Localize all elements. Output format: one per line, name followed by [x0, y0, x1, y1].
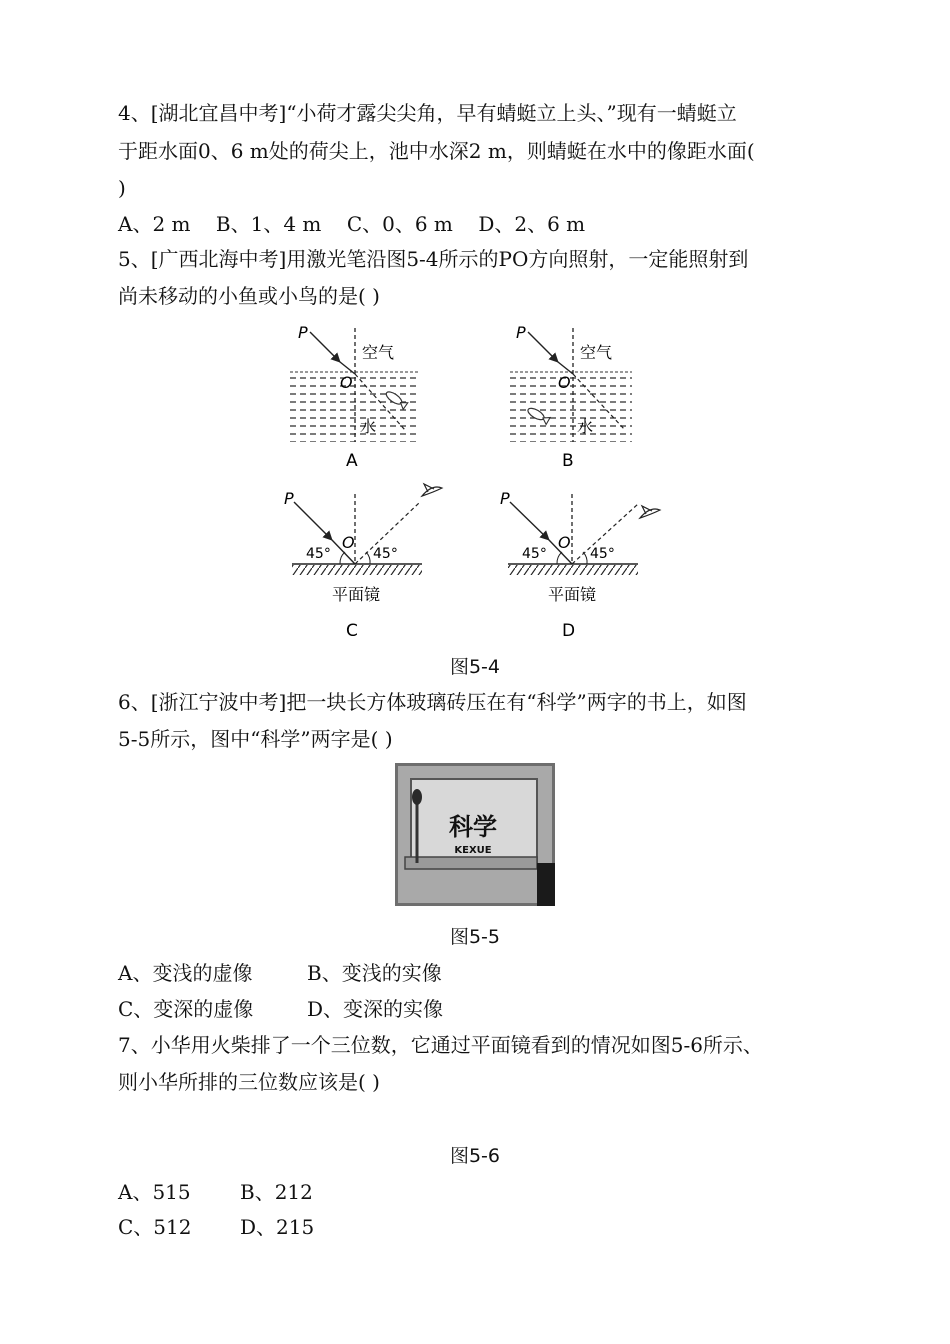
bird-icon	[640, 506, 660, 518]
q4-line-1: 4、[湖北宜昌中考]“小荷才露尖尖角，早有蜻蜓立上头、”现有一蜻蜓立	[118, 101, 737, 125]
panel-c-angle-right: 45°	[373, 546, 398, 562]
panel-c	[284, 484, 442, 641]
q6-option-a: A、变浅的虚像	[118, 961, 253, 985]
panel-a-label: A	[346, 451, 358, 471]
q7-option-b: B、212	[240, 1180, 313, 1204]
panel-b-water-label: 水	[577, 417, 594, 436]
panel-b-p-label: P	[516, 323, 526, 342]
q5-line-1: 5、[广西北海中考]用激光笔沿图5-4所示的PO方向照射，一定能照射到	[118, 247, 749, 271]
photo-kexue-latin: KEXUE	[454, 845, 492, 856]
q4-line-3: )	[118, 176, 126, 200]
panel-a-p-label: P	[298, 323, 308, 342]
panel-d-o-label: O	[558, 533, 571, 552]
panel-d	[500, 489, 660, 641]
q6-line-1: 6、[浙江宁波中考]把一块长方体玻璃砖压在有“科学”两字的书上，如图	[118, 690, 747, 714]
panel-d-mirror-label: 平面镜	[548, 585, 597, 604]
panel-a-air-label: 空气	[362, 343, 395, 362]
q4-line-2: 于距水面0、6 m处的荷尖上，池中水深2 m，则蜻蜓在水中的像距水面(	[118, 139, 755, 163]
q6-option-c: C、变深的虚像	[118, 997, 254, 1021]
panel-a-water-label: 水	[360, 417, 377, 436]
panel-c-label: C	[346, 621, 358, 641]
figure-5-6-caption: 图5-6	[449, 1145, 501, 1167]
panel-b	[510, 323, 632, 471]
bird-icon	[422, 484, 442, 496]
panel-b-o-label: O	[558, 373, 571, 392]
panel-d-angle-left: 45°	[522, 546, 547, 562]
q4-options: A、2 m B、1、4 m C、0、6 m D、2、6 m	[118, 212, 586, 236]
figure-5-4	[270, 318, 670, 648]
panel-b-label: B	[562, 451, 574, 471]
q7-line-1: 7、小华用火柴排了一个三位数，它通过平面镜看到的情况如图5-6所示、	[118, 1033, 763, 1057]
figure-5-4-caption: 图5-4	[449, 656, 501, 678]
panel-c-o-label: O	[342, 533, 355, 552]
q7-option-a: A、515	[118, 1180, 191, 1204]
q7-line-2: 则小华所排的三位数应该是( )	[118, 1070, 380, 1094]
q6-option-d: D、变深的实像	[307, 997, 444, 1021]
panel-b-air-label: 空气	[580, 343, 613, 362]
panel-c-angle-left: 45°	[306, 546, 331, 562]
q6-line-2: 5-5所示，图中“科学”两字是( )	[118, 727, 393, 751]
panel-c-p-label: P	[284, 489, 294, 508]
panel-d-label: D	[562, 621, 576, 641]
q7-option-c: C、512	[118, 1215, 192, 1239]
q7-option-d: D、215	[240, 1215, 315, 1239]
panel-a-o-label: O	[340, 373, 353, 392]
photo-kexue-chars: 科学	[449, 813, 497, 841]
q6-option-b: B、变浅的实像	[307, 961, 442, 985]
q5-line-2: 尚未移动的小鱼或小鸟的是( )	[118, 284, 380, 308]
figure-5-5-caption: 图5-5	[449, 926, 501, 948]
glass-brick-photo	[395, 763, 555, 906]
panel-d-angle-right: 45°	[590, 546, 615, 562]
panel-c-mirror-label: 平面镜	[332, 585, 381, 604]
panel-d-p-label: P	[500, 489, 510, 508]
panel-a	[290, 323, 418, 471]
